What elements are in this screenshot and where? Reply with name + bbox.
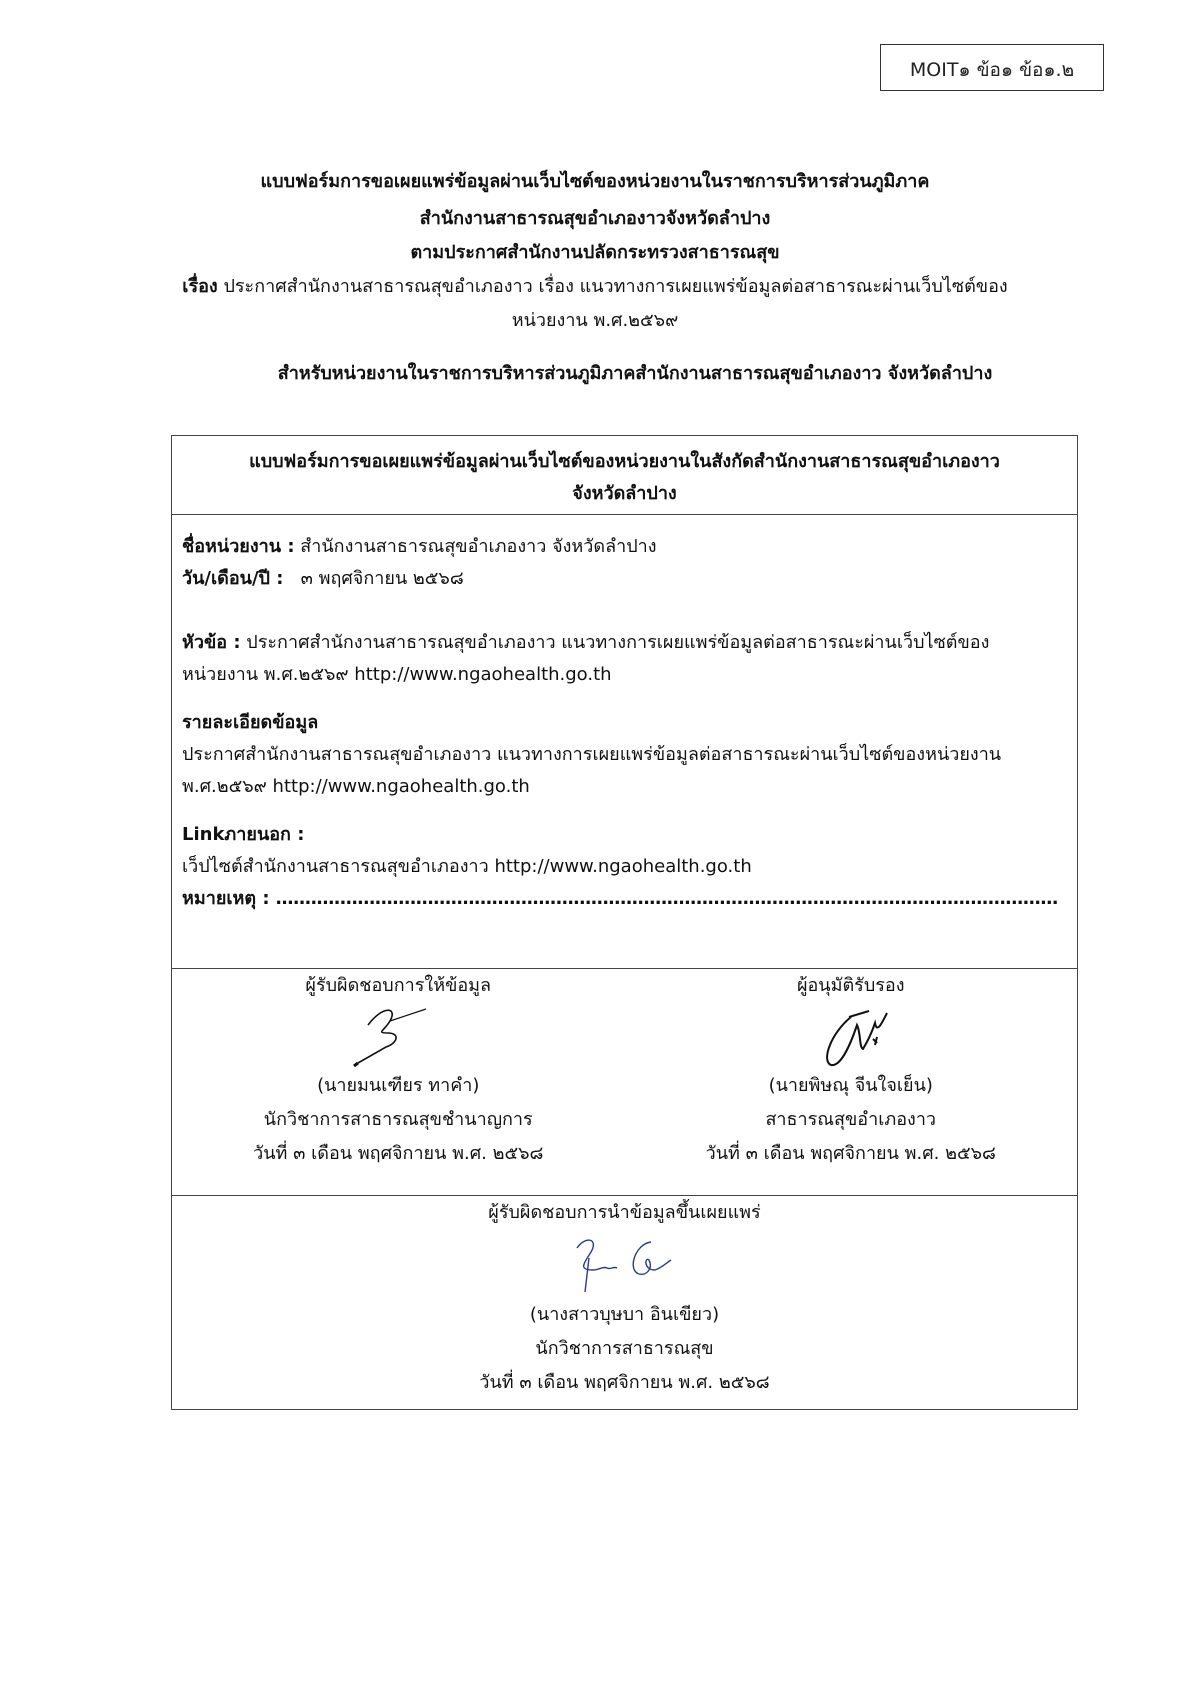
- external-link-label: Linkภายนอก :: [182, 824, 305, 845]
- topic-value-2: หน่วยงาน พ.ศ.๒๕๖๙ http://www.ngaohealth.go.th: [182, 664, 612, 685]
- unit-row: [182, 531, 1067, 563]
- subject-label: เรื่อง: [182, 276, 218, 297]
- signer-position: สาธารณสุขอำเภองาว: [765, 1109, 937, 1130]
- signer-name: (นายพิษณุ จีนใจเย็น): [768, 1075, 933, 1096]
- signature-row: [172, 969, 1077, 1196]
- form-title: แบบฟอร์มการขอเผยแพร่ข้อมูลผ่านเว็บไซต์ของหน่วยงานในราชการบริหารส่วนภูมิภาค: [260, 171, 930, 192]
- signer-role: ผู้รับผิดชอบการให้ข้อมูล: [305, 975, 492, 996]
- publisher-name: (นางสาวบุษบา อินเขียว): [529, 1304, 720, 1325]
- unit-value: สำนักงานสาธารณสุขอำเภองาว จังหวัดลำปาง: [300, 536, 657, 557]
- signer-date: วันที่ ๓ เดือน พฤศจิกายน พ.ศ. ๒๕๖๘: [253, 1143, 544, 1164]
- detail-value-1: ประกาศสำนักงานสาธารณสุขอำเภองาว แนวทางการเผยแพร่ข้อมูลต่อสาธารณะผ่านเว็บไซต์ของหน่วยงาน: [182, 744, 1002, 765]
- date-label: วัน/เดือน/ปี :: [182, 568, 284, 589]
- external-link-value[interactable]: เว็ปไซต์สำนักงานสาธารณสุขอำเภองาว http://www.ngaohealth.go.th: [182, 856, 752, 877]
- table-title-line-2: จังหวัดลำปาง: [572, 483, 677, 504]
- table-title-line-1: แบบฟอร์มการขอเผยแพร่ข้อมูลผ่านเว็บไซต์ของหน่วยงานในสังกัดสำนักงานสาธารณสุขอำเภองาว: [249, 451, 1000, 472]
- publisher-section: [172, 1196, 1077, 1409]
- detail-label: รายละเอียดข้อมูล: [182, 712, 319, 733]
- table-title: [172, 436, 1077, 515]
- topic-value: ประกาศสำนักงานสาธารณสุขอำเภองาว แนวทางการเผยแพร่ข้อมูลต่อสาธารณะผ่านเว็บไซต์ของ: [246, 632, 990, 653]
- signature-icon: [338, 1003, 458, 1069]
- topic-row: [182, 627, 1067, 659]
- subject-text: ประกาศสำนักงานสาธารณสุขอำเภองาว เรื่อง แนวทางการเผยแพร่ข้อมูลต่อสาธารณะผ่านเว็บไซต์ของ: [223, 276, 1008, 297]
- signature-icon: [555, 1230, 695, 1298]
- info-section: [172, 515, 1077, 969]
- publisher-role: ผู้รับผิดชอบการนำข้อมูลขึ้นเผยแพร่: [488, 1202, 761, 1223]
- topic-label: หัวข้อ :: [182, 632, 241, 653]
- signer-info-provider: [172, 969, 625, 1195]
- unit-label: ชื่อหน่วยงาน :: [182, 536, 295, 557]
- reference-code: MOIT๑ ข้อ๑ ข้อ๑.๒: [909, 59, 1075, 81]
- note-dots: ......................................................................................................................................: [275, 888, 1058, 909]
- signer-role: ผู้อนุมัติรับรอง: [796, 975, 905, 996]
- subject-line: [0, 271, 1190, 300]
- note-label: หมายเหตุ :: [182, 888, 270, 909]
- for-unit-line: สำหรับหน่วยงานในราชการบริหารส่วนภูมิภาคสำนักงานสาธารณสุขอำเภองาว จังหวัดลำปาง: [277, 363, 993, 384]
- reference-code-box: [880, 44, 1104, 91]
- announcement-title: ตามประกาศสำนักงานปลัดกระทรวงสาธารณสุข: [410, 242, 780, 263]
- signature-icon: [791, 1003, 911, 1069]
- office-title: สำนักงานสาธารณสุขอำเภองาวจังหวัดลำปาง: [419, 208, 771, 229]
- subject-line-2: หน่วยงาน พ.ศ.๒๕๖๙: [511, 310, 679, 331]
- publisher-position: นักวิชาการสาธารณสุข: [535, 1338, 714, 1359]
- signer-position: นักวิชาการสาธารณสุขชำนาญการ: [263, 1109, 533, 1130]
- date-row: [182, 563, 1067, 595]
- request-form-table: [171, 435, 1078, 1410]
- date-value: ๓ พฤศจิกายน ๒๕๖๘: [300, 568, 464, 589]
- publisher-date: วันที่ ๓ เดือน พฤศจิกายน พ.ศ. ๒๕๖๘: [479, 1372, 770, 1393]
- signer-date: วันที่ ๓ เดือน พฤศจิกายน พ.ศ. ๒๕๖๘: [705, 1143, 996, 1164]
- signer-approver: [625, 969, 1078, 1195]
- detail-value-2: พ.ศ.๒๕๖๙ http://www.ngaohealth.go.th: [182, 776, 530, 797]
- signer-name: (นายมนเฑียร ทาคำ): [317, 1075, 480, 1096]
- note-row: [182, 883, 1067, 915]
